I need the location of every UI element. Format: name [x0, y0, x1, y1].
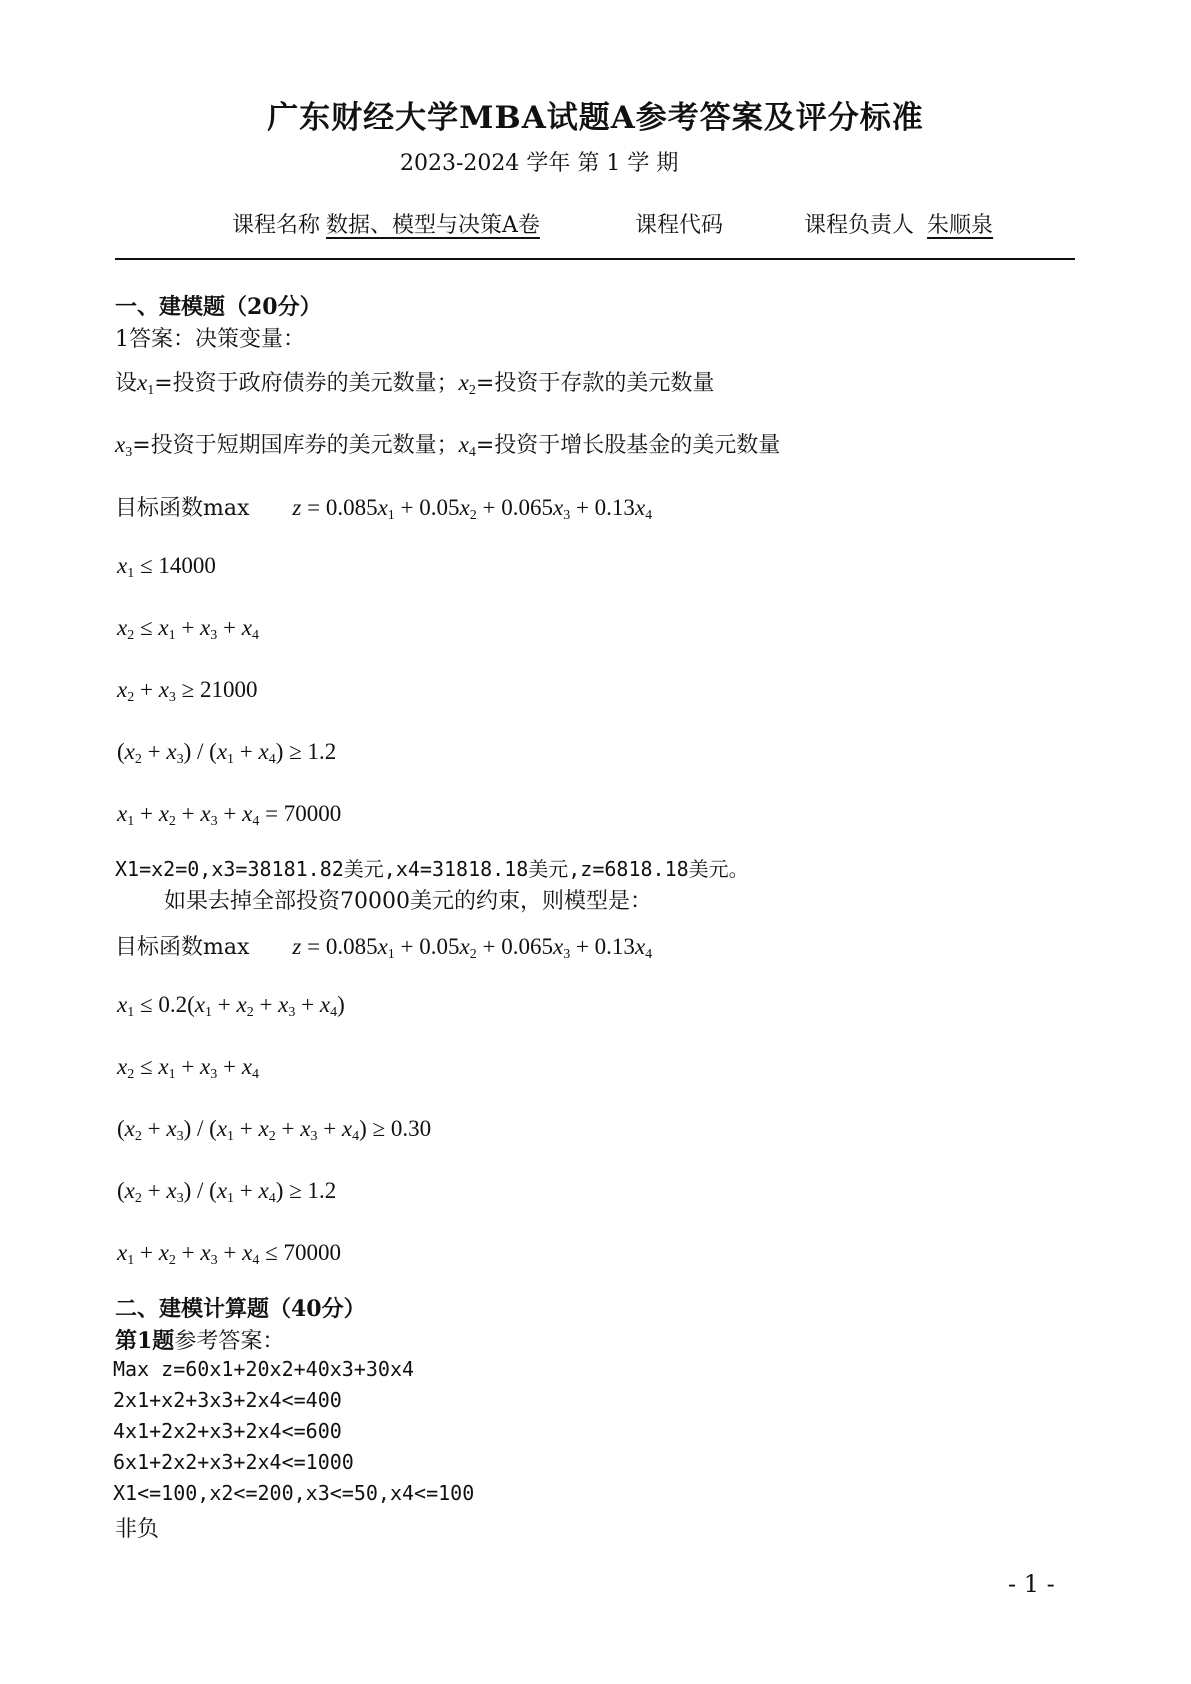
solution-result: X1=x2=0,x3=38181.82美元,x4=31818.18美元,z=6818.18美元。: [115, 857, 749, 881]
constraint-2: $x_2 \le x_1 + x_3 + x_4$: [117, 615, 259, 643]
question-1-label: 第1题: [115, 1328, 175, 1354]
course-name-value: 数据、模型与决策A卷: [326, 213, 540, 238]
model-line-2: 2x1+x2+3x3+2x4<=400: [113, 1388, 342, 1412]
section-2-heading: 二、建模计算题（40分）: [115, 1296, 366, 1322]
constraint-10: $x_1 + x_2 + x_3 + x_4 \le 70000$: [117, 1240, 341, 1268]
objective-label: 目标函数max: [115, 496, 250, 521]
var-def-x4: =投资于增长股基金的美元数量: [475, 433, 781, 458]
reference-answer-label: 参考答案：: [174, 1329, 285, 1354]
var-def-prefix: 设: [115, 371, 138, 396]
instructor-label: 课程负责人: [804, 213, 915, 238]
model-line-5: X1<=100,x2<=200,x3<=50,x4<=100: [113, 1481, 475, 1505]
objective-label: 目标函数max: [115, 935, 250, 960]
section-1-heading: 一、建模题（20分）: [115, 294, 322, 320]
model-line-6: 非负: [115, 1517, 160, 1542]
page-number: - 1 -: [1008, 1570, 1055, 1598]
course-code-label: 课程代码: [635, 213, 724, 238]
course-info-row: [232, 208, 993, 239]
constraint-1: $x_1 \le 14000$: [117, 553, 216, 581]
instructor-value: 朱顺泉: [927, 213, 994, 238]
var-def-x2: =投资于存款的美元数量: [475, 371, 715, 396]
question-1-label-row: [115, 1324, 284, 1355]
academic-term: 2023-2024 学年 第 1 学 期: [400, 151, 679, 176]
var-def-x3: =投资于短期国库券的美元数量；: [132, 433, 459, 458]
var-def-x1: =投资于政府债券的美元数量；: [154, 371, 459, 396]
constraint-3: $x_2 + x_3 \ge 21000$: [117, 677, 258, 705]
constraint-7: $x_2 \le x_1 + x_3 + x_4$: [117, 1054, 259, 1082]
constraint-8: $(x_2 + x_3) / (x_1 + x_2 + x_3 + x_4) \ge 0.30$: [117, 1116, 432, 1144]
document-title: 广东财经大学MBA试题A参考答案及评分标准: [267, 100, 924, 136]
constraint-6: $x_1 \le 0.2(x_1 + x_2 + x_3 + x_4)$: [117, 992, 345, 1020]
constraint-4: $(x_2 + x_3) / (x_1 + x_4) \ge 1.2$: [117, 739, 337, 767]
model-line-4: 6x1+2x2+x3+2x4<=1000: [113, 1450, 354, 1474]
course-name-label: 课程名称: [232, 213, 321, 238]
variable-definition-1: 设$x_1=$投资于政府债券的美元数量；$x_2=$投资于存款的美元数量: [115, 370, 715, 398]
model-remark: 如果去掉全部投资70000美元的约束，则模型是：: [164, 889, 652, 914]
header-divider: [115, 258, 1075, 260]
model-line-3: 4x1+2x2+x3+2x4<=600: [113, 1419, 342, 1443]
answer-intro: 1答案：决策变量：: [115, 327, 305, 352]
variable-definition-2: $x_3=$投资于短期国库券的美元数量；$x_4=$投资于增长股基金的美元数量: [115, 432, 781, 460]
constraint-5: $x_1 + x_2 + x_3 + x_4 = 70000$: [117, 801, 342, 829]
constraint-9: $(x_2 + x_3) / (x_1 + x_4) \ge 1.2$: [117, 1178, 337, 1206]
model-line-1: Max z=60x1+20x2+40x3+30x4: [113, 1357, 415, 1381]
objective-function-2: 目标函数$\max z = 0.085x_1 + 0.05x_2 + 0.065x_3 + 0.13x_4$: [115, 934, 653, 962]
objective-function-1: 目标函数$\max z = 0.085x_1 + 0.05x_2 + 0.065x_3 + 0.13x_4$: [115, 495, 653, 523]
